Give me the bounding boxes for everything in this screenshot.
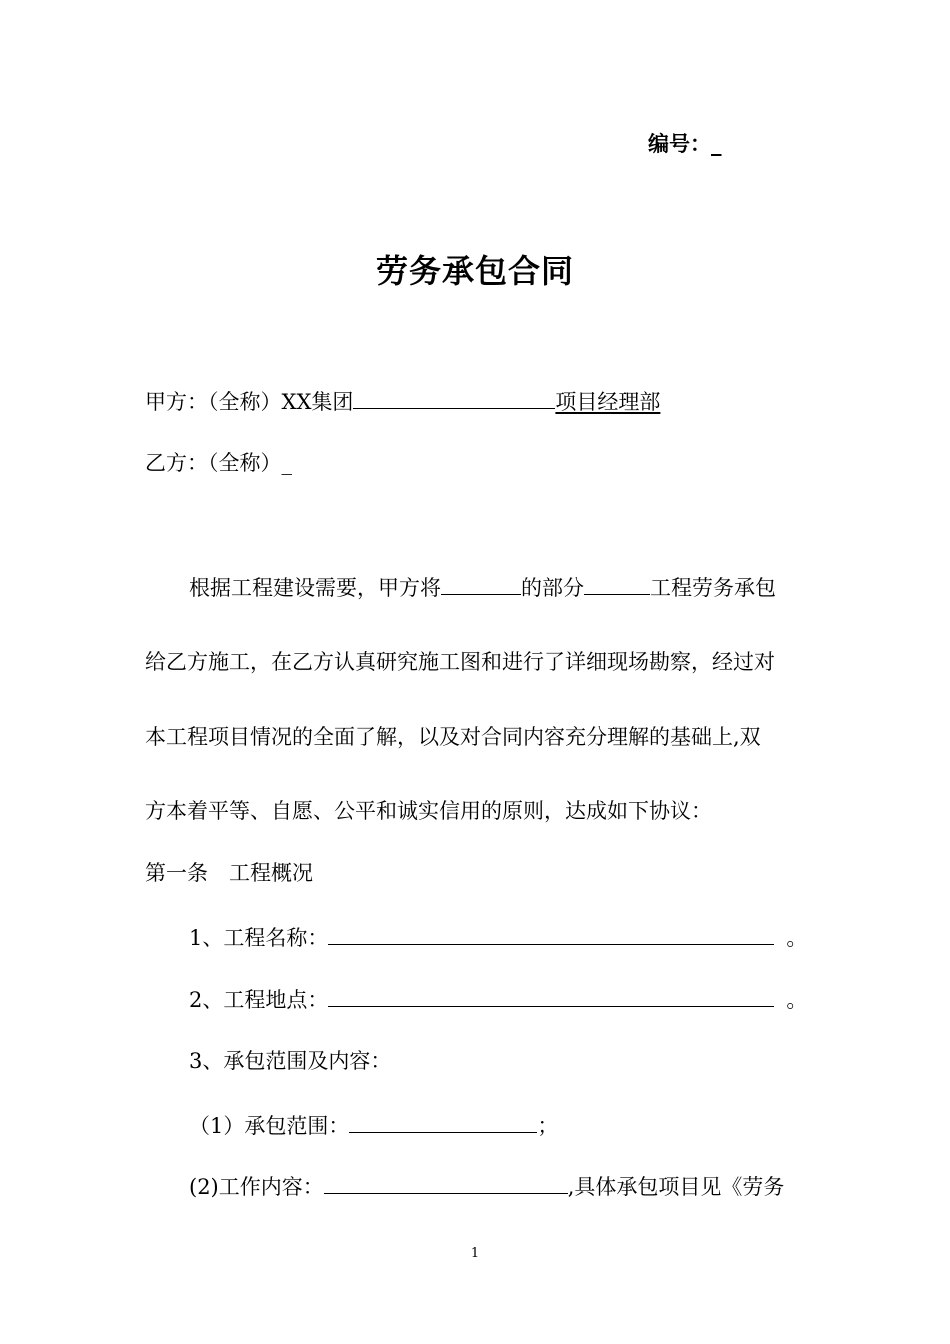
- scope-field[interactable]: [349, 1110, 537, 1133]
- sub-item-scope: [189, 1110, 558, 1141]
- party-b-prefix: （全称）: [208, 451, 282, 475]
- page-number: 1: [470, 1246, 480, 1261]
- project-name-field[interactable]: [328, 922, 774, 945]
- item-2-end: 。: [786, 988, 808, 1012]
- sub-2-end: ,具体承包项目见《劳务: [567, 1175, 785, 1199]
- item-1-label: 1、工程名称：: [189, 926, 329, 950]
- sub-1-label: （1）承包范围：: [189, 1114, 350, 1138]
- project-location-field[interactable]: [328, 984, 774, 1007]
- party-a-label: 甲方：: [145, 390, 208, 414]
- item-project-name: [189, 922, 807, 953]
- party-b-value: _: [281, 451, 292, 475]
- party-b-label: 乙方：: [145, 451, 208, 475]
- party-b-line: [145, 448, 292, 478]
- item-project-location: [189, 984, 807, 1015]
- work-content-field[interactable]: [324, 1171, 568, 1194]
- preamble-line-4: 方本着平等、自愿、公平和诚实信用的原则，达成如下协议：: [145, 799, 712, 823]
- work-type-blank[interactable]: [584, 572, 650, 595]
- preamble-line-2: 给乙方施工，在乙方认真研究施工图和进行了详细现场勘察，经过对: [145, 650, 775, 674]
- sub-item-work-content: [189, 1171, 784, 1202]
- serial-label: 编号：: [648, 131, 711, 156]
- party-a-blank[interactable]: [353, 386, 555, 409]
- sub-2-label: (2)工作内容：: [189, 1175, 324, 1199]
- party-a-line: [145, 386, 660, 417]
- preamble-text-a: 根据工程建设需要，甲方将: [189, 576, 441, 600]
- article-1-heading: 第一条 工程概况: [145, 861, 313, 885]
- party-a-prefix: （全称）XX集团: [208, 390, 354, 414]
- preamble-line-1: [189, 572, 776, 603]
- serial-value: _: [711, 131, 722, 156]
- preamble-text-b: 的部分: [521, 576, 584, 600]
- document-title: 劳务承包合同: [375, 252, 574, 290]
- preamble-text-c: 工程劳务承包: [650, 576, 776, 600]
- item-1-end: 。: [786, 926, 808, 950]
- preamble-line-3: 本工程项目情况的全面了解，以及对合同内容充分理解的基础上,双: [145, 725, 761, 749]
- sub-1-end: ；: [537, 1114, 559, 1138]
- serial-number: [648, 128, 722, 158]
- item-2-label: 2、工程地点：: [189, 988, 329, 1012]
- party-a-suffix: 项目经理部: [555, 390, 661, 414]
- item-scope: 3、承包范围及内容：: [189, 1049, 392, 1073]
- project-name-blank[interactable]: [441, 572, 521, 595]
